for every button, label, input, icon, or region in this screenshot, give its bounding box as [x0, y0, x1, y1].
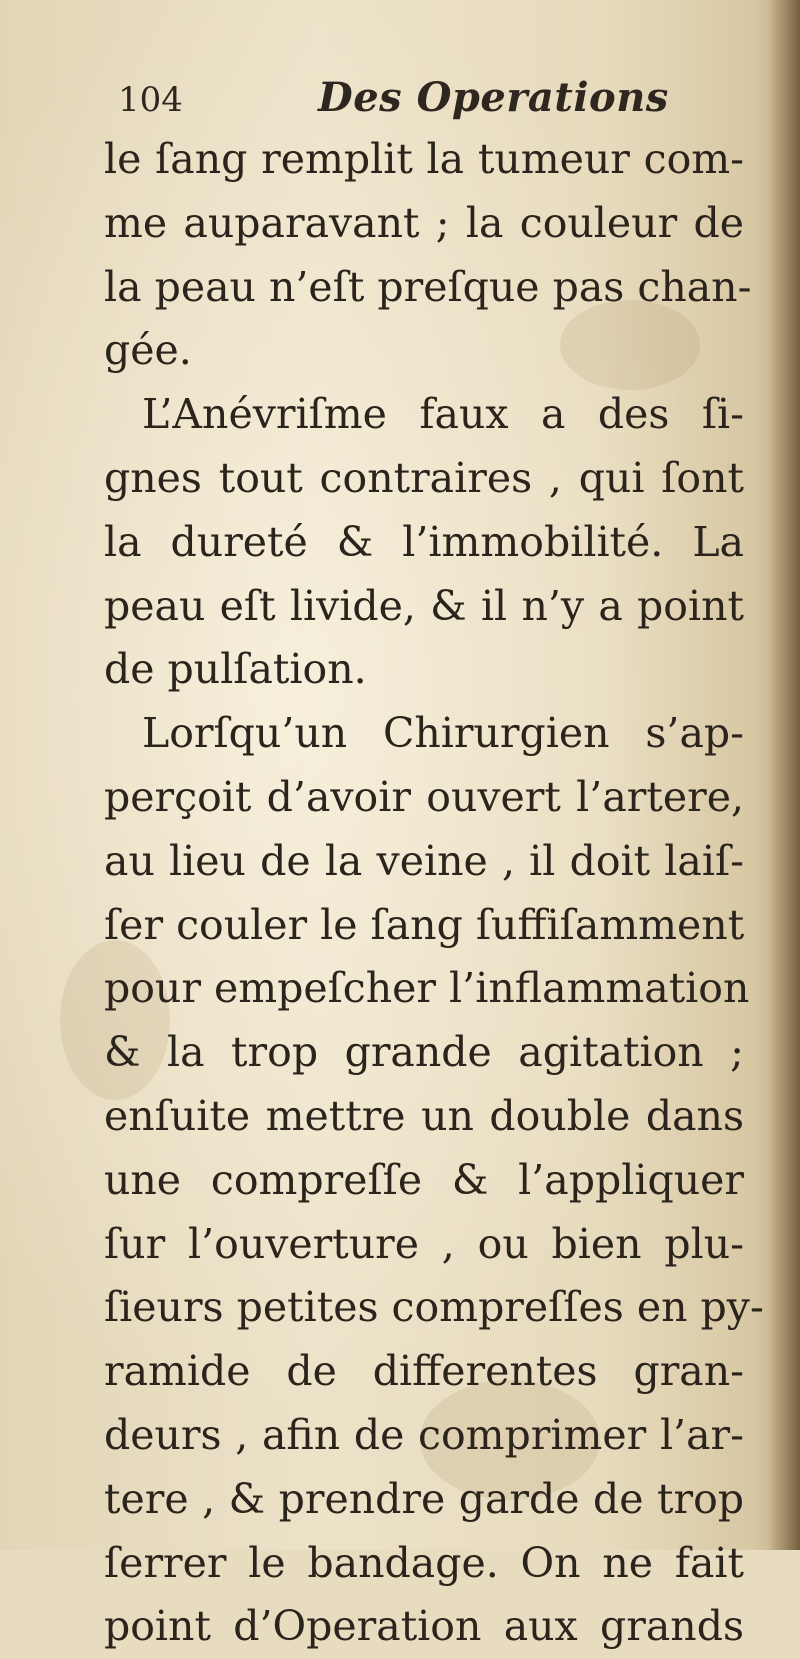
text-line: pour empeſcher l’inflammation	[104, 964, 750, 1013]
text-line: ſerrer le bandage. On ne fait	[104, 1538, 744, 1587]
text-line: me auparavant ; la couleur de	[104, 198, 744, 247]
paragraph-start-line: L’Anévriſme faux a des ſi-	[142, 390, 744, 439]
text-line: tere , & prendre garde de trop	[104, 1474, 744, 1523]
text-line: gée.	[104, 326, 192, 375]
text-line: ſer couler le ſang ſuffiſamment	[104, 900, 745, 949]
text-line: enſuite mettre un double dans	[104, 1091, 744, 1140]
text-line: la peau n’eſt preſque pas chan-	[104, 262, 752, 311]
text-line: & la trop grande agitation ;	[104, 1028, 744, 1077]
text-line: le ſang remplit la tumeur com-	[104, 135, 744, 183]
text-line: la dureté & l’immobilité. La	[104, 517, 744, 566]
text-line: ramide de differentes gran-	[104, 1347, 744, 1396]
page-number: 104	[118, 80, 183, 120]
text-line: de pulſation.	[104, 645, 367, 694]
text-line: peau eſt livide, & il n’y a point	[104, 581, 744, 630]
page-header	[118, 74, 678, 134]
page-gutter-shadow	[768, 0, 800, 1550]
text-line: une compreſſe & l’appliquer	[104, 1155, 744, 1204]
text-line: gnes tout contraires , qui ſont	[104, 453, 744, 502]
paragraph-start-line: Lorſqu’un Chirurgien s’ap-	[142, 709, 744, 758]
running-title: Des Operations	[318, 74, 669, 121]
text-line: perçoit d’avoir ouvert l’artere,	[104, 772, 744, 821]
text-line: deurs , afin de comprimer l’ar-	[104, 1410, 744, 1459]
body-text	[104, 128, 764, 1659]
text-line: point d’Operation aux grands	[104, 1602, 744, 1651]
text-line: ſieurs petites compreſſes en py-	[104, 1283, 764, 1332]
text-line: au lieu de la veine , il doit laiſ-	[104, 836, 744, 885]
text-line: ſur l’ouverture , ou bien plu-	[104, 1219, 744, 1268]
